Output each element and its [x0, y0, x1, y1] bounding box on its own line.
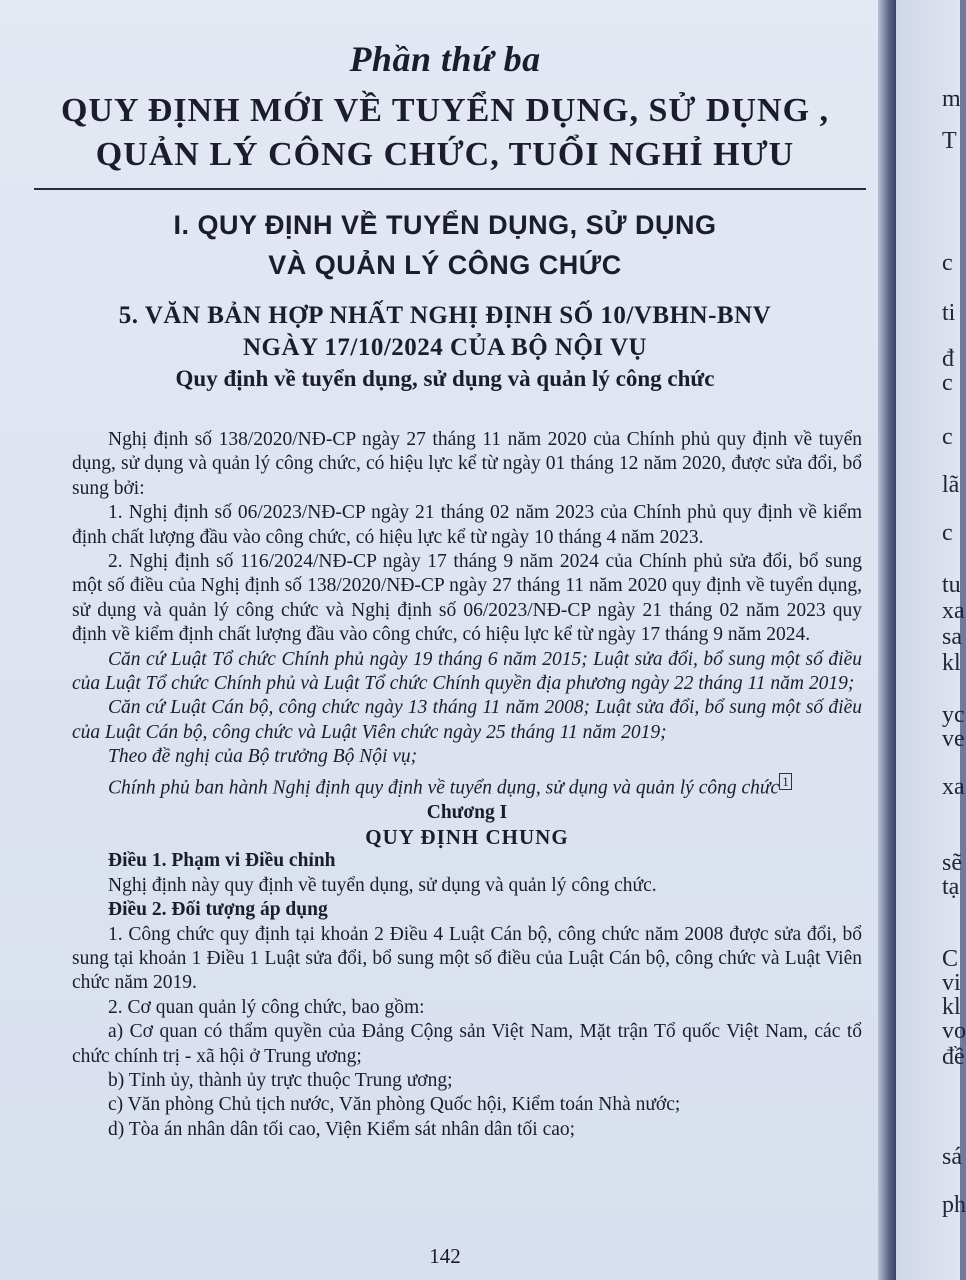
next-page-fragment: lã	[942, 472, 960, 498]
doc-title-line-1: 5. VĂN BẢN HỢP NHẤT NGHỊ ĐỊNH SỐ 10/VBHN-BNV	[118, 302, 772, 329]
next-page-fragment: sá	[942, 1144, 962, 1170]
legal-basis-4	[72, 770, 862, 801]
amendment-1: 1. Nghị định số 06/2023/NĐ-CP ngày 21 tháng 02 năm 2023 của Chính phủ quy định về kiểm định chất lượng đầu vào công chức, có hiệu lực kể từ ngày 10 tháng 4 năm 2023.	[72, 502, 862, 548]
legal-basis-3: Theo đề nghị của Bộ trưởng Bộ Nội vụ;	[108, 746, 418, 768]
chapter-label: Chương I	[426, 801, 508, 823]
next-page-fragment: tu	[942, 572, 961, 598]
next-page-fragment: sa	[942, 624, 962, 650]
next-page-fragment: kl	[942, 650, 961, 676]
next-page-fragment: c	[942, 424, 953, 450]
page-number: 142	[429, 1244, 461, 1268]
footnote-ref[interactable]: 1	[779, 773, 792, 790]
next-page-fragment: vi	[942, 970, 961, 996]
next-page-fragment: xa	[942, 774, 965, 800]
article-2-title: Điều 2. Đối tượng áp dụng	[108, 899, 328, 921]
next-page-fragment: C	[942, 946, 959, 972]
doc-subtitle: Quy định về tuyển dụng, sử dụng và quản lý công chức	[175, 366, 715, 391]
chapter-title: QUY ĐỊNH CHUNG	[365, 825, 569, 849]
next-page-fragment: ph	[942, 1192, 966, 1218]
intro-paragraph: Nghị định số 138/2020/NĐ-CP ngày 27 tháng 11 năm 2020 của Chính phủ quy định về tuyển dụng, sử dụng và quản lý công chức, có hiệu lực kể từ ngày 01 tháng 12 năm 2020, được sửa đổi, bổ sung bởi:	[72, 429, 862, 499]
next-page-fragment: đ	[942, 346, 954, 372]
next-page-fragment: m	[942, 86, 961, 112]
next-page-fragment: đề	[942, 1044, 965, 1070]
next-page-fragment: c	[942, 250, 953, 276]
next-page-fragment: tạ	[942, 874, 960, 900]
amendment-2: 2. Nghị định số 116/2024/NĐ-CP ngày 17 tháng 9 năm 2024 của Chính phủ sửa đổi, bổ sung một số điều của Nghị định số 138/2020/NĐ-CP ngày 27 tháng 11 năm 2020 quy định về tuyển dụng, sử dụng và quản lý công chức và Nghị định số 06/2023/NĐ-CP ngày 21 tháng 02 năm 2023 quy định về kiểm định chất lượng đầu vào công chức, có hiệu lực kể từ ngày 17 tháng 9 năm 2024.	[72, 551, 862, 646]
next-page-fragment: vo	[942, 1018, 966, 1044]
section-title-line-2: VÀ QUẢN LÝ CÔNG CHỨC	[268, 250, 622, 280]
article-2-item-a: a) Cơ quan có thẩm quyền của Đảng Cộng sản Việt Nam, Mặt trận Tổ quốc Việt Nam, các tổ chức chính trị - xã hội ở Trung ương;	[72, 1021, 862, 1067]
legal-basis-4-text: Chính phủ ban hành Nghị định quy định về tuyển dụng, sử dụng và quản lý công chức	[108, 777, 780, 799]
article-1-text: Nghị định này quy định về tuyển dụng, sử dụng và quản lý công chức.	[108, 874, 657, 896]
title-rule	[34, 188, 866, 190]
article-2-clause-1: 1. Công chức quy định tại khoản 2 Điều 4 Luật Cán bộ, công chức năm 2008 được sửa đổi, bổ sung tại khoản 1 Điều 1 Luật sửa đổi, bổ sung một số điều của Luật Cán bộ, công chức và Luật Viên chức năm 2019.	[72, 923, 862, 994]
article-2-item-d: d) Tòa án nhân dân tối cao, Viện Kiểm sát nhân dân tối cao;	[108, 1118, 576, 1140]
part-title: Phần thứ ba	[349, 39, 541, 79]
body-text	[72, 428, 862, 1142]
book-gutter	[878, 0, 896, 1280]
next-page-fragment: sẽ	[942, 850, 962, 876]
main-title-line-1: QUY ĐỊNH MỚI VỀ TUYỂN DỤNG, SỬ DỤNG ,	[60, 92, 830, 129]
next-page-fragment: c	[942, 520, 953, 546]
section-title-line-1: I. QUY ĐỊNH VỀ TUYỂN DỤNG, SỬ DỤNG	[173, 210, 717, 240]
next-page-fragment: xa	[942, 598, 965, 624]
doc-title-line-2: NGÀY 17/10/2024 CỦA BỘ NỘI VỤ	[242, 334, 648, 361]
article-2-clause-2: 2. Cơ quan quản lý công chức, bao gồm:	[108, 996, 425, 1018]
article-1-title: Điều 1. Phạm vi Điều chỉnh	[108, 850, 336, 872]
article-2-item-c: c) Văn phòng Chủ tịch nước, Văn phòng Quốc hội, Kiểm toán Nhà nước;	[108, 1094, 681, 1116]
legal-basis-2: Căn cứ Luật Cán bộ, công chức ngày 13 tháng 11 năm 2008; Luật sửa đổi, bổ sung một số điều của Luật Cán bộ, công chức và Luật Viên chức ngày 25 tháng 11 năm 2019;	[72, 697, 862, 743]
article-2-item-b: b) Tỉnh ủy, thành ủy trực thuộc Trung ương;	[108, 1070, 453, 1092]
next-page-fragment: T	[942, 128, 957, 154]
next-page-fragment: ti	[942, 300, 956, 326]
next-page-fragment: ve	[942, 726, 965, 752]
next-page-edge	[896, 0, 966, 1280]
next-page-fragment: c	[942, 370, 953, 396]
main-title-line-2: QUẢN LÝ CÔNG CHỨC, TUỔI NGHỈ HƯU	[95, 136, 795, 173]
next-page-fragment: yc	[942, 702, 965, 728]
next-page-fragment: kl	[942, 994, 961, 1020]
legal-basis-1: Căn cứ Luật Tổ chức Chính phủ ngày 19 tháng 6 năm 2015; Luật sửa đổi, bổ sung một số điều của Luật Tổ chức Chính phủ và Luật Tổ chức Chính quyền địa phương ngày 22 tháng 11 năm 2019;	[72, 648, 862, 695]
